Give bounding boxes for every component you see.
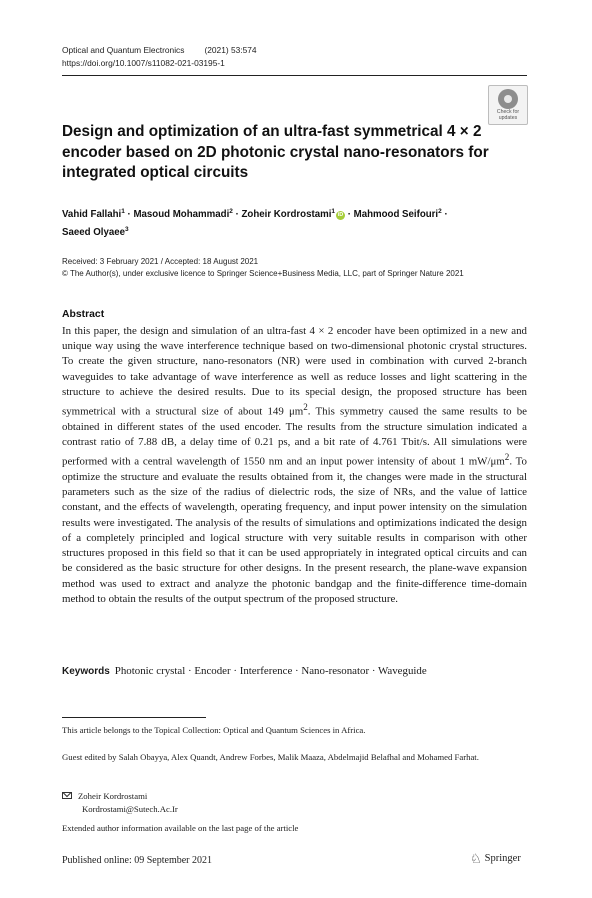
header-rule (62, 75, 527, 76)
publisher-name: Springer (484, 853, 521, 864)
check-for-updates-badge[interactable] (488, 85, 528, 125)
doi-link[interactable]: https://doi.org/10.1007/s11082-021-03195-1 (62, 57, 225, 68)
contact-email[interactable]: Kordrostami@Sutech.Ac.Ir (82, 803, 178, 814)
badge-line-1: Check for (496, 109, 520, 115)
springer-logo[interactable] (470, 852, 521, 865)
published-online: Published online: 09 September 2021 (62, 855, 212, 866)
article-title: Design and optimization of an ultra-fast symmetrical 4 × 2 encoder based on 2D photonic crystal nano-resonators for integrated optical circuits (62, 123, 489, 181)
received-accepted: Received: 3 February 2021 / Accepted: 18 August 2021 (62, 257, 259, 266)
superscript: 2 (303, 402, 308, 413)
guest-editors-note: Guest edited by Salah Obayya, Alex Quandt, Andrew Forbes, Malik Maaza, Abdelmajid Belafhal and Mohamed Farhat. (62, 752, 479, 762)
contact-name: Zoheir Kordrostami (78, 791, 148, 801)
keywords (62, 664, 527, 679)
superscript: 2 (504, 452, 510, 463)
author-name[interactable]: Mahmood Seifouri (353, 209, 439, 221)
author-affiliation: 1 (331, 208, 336, 215)
author-separator: · (232, 209, 242, 221)
abstract-text (62, 324, 527, 607)
abstract-part-2: . This symmetry caused the same results to be obtained in different states of the used encoder. The results from the structure simulation indicated a contrast ratio of 7.88 dB, a delay time of 0.21 ps, and a bit rate of 4.761 Tbit/s. All simulations were performed with a central wavelength of 1550 nm and an input power intensity of about 1 mW/μm (62, 405, 527, 468)
abstract-part-1: In this paper, the design and simulation of an ultra-fast 4 × 2 encoder have been optimized in a new and unique way using the wave interference technique based on two-dimensional photonic crystal structures. To create the given structure, nano-resonators (NR) were used in combination with curved 2-branch waveguides to take advantage of wave interference as well as reduce losses and light scattering in the structure to achieve the desired results. Due to its special design, the proposed structure has been symmetrical with a structural size of about 149 μm (62, 325, 527, 418)
abstract-heading: Abstract (62, 309, 105, 320)
author-separator: · (441, 209, 448, 221)
check-for-updates-icon (498, 89, 518, 109)
journal-name: Optical and Quantum Electronics (62, 45, 185, 55)
envelope-icon (62, 792, 72, 799)
journal-header (62, 44, 532, 69)
orcid-icon[interactable]: iD (337, 212, 344, 219)
badge-line-2: updates (498, 114, 518, 121)
abstract-part-3: . To optimize the structure and evaluate the results obtained from it, the changes were made in the structural parameters such as the size of the radius of dielectric rods, the size of NRs, and the value of lattice constant, and the effects of wavelength, operating frequency, and input power intensity on the simulation results were investigated. The analysis of the results of simulations and optimizations indicated the design of a completely principled and logical structure with very suitable results in comparison with other structures proposed in this field so that it can be used appropriately in integrated optical circuits and can be considered as the basic structure for other designs. In the present research, the plane-wave expansion method was used to extract and analyze the photonic bandgap and the finite-difference time-domain method to obtain the results of the output spectrum of the proposed structure. (62, 455, 528, 605)
keywords-label: Keywords (62, 666, 110, 677)
journal-citation: (2021) 53:574 (204, 45, 257, 55)
keywords-list: Photonic crystal · Encoder · Interference · Nano-resonator · Waveguide (114, 665, 427, 677)
author-affiliation: 1 (121, 208, 125, 215)
author-separator: · (124, 209, 134, 221)
topical-collection-note: This article belongs to the Topical Collection: Optical and Quantum Sciences in Africa. (62, 725, 366, 735)
copyright-line: © The Author(s), under exclusive licence to Springer Science+Business Media, LLC, part of Springer Nature 2021 (62, 268, 464, 278)
author-name[interactable]: Masoud Mohammadi (133, 209, 230, 221)
article-dates (62, 256, 532, 279)
springer-horse-icon: ♘ (470, 851, 482, 866)
author-separator: · (345, 209, 354, 221)
author-name[interactable]: Saeed Olyaee (62, 227, 126, 239)
author-affiliation: 3 (125, 226, 129, 234)
author-name[interactable]: Zoheir Kordrostami (241, 209, 332, 221)
author-affiliation: 2 (229, 208, 233, 215)
footnote-rule (62, 717, 206, 718)
extended-info-note: Extended author information available on the last page of the article (62, 823, 299, 833)
author-name[interactable]: Vahid Fallahi (62, 209, 122, 221)
author-list (62, 204, 532, 240)
corresponding-author (62, 790, 532, 815)
author-affiliation: 2 (438, 208, 442, 215)
